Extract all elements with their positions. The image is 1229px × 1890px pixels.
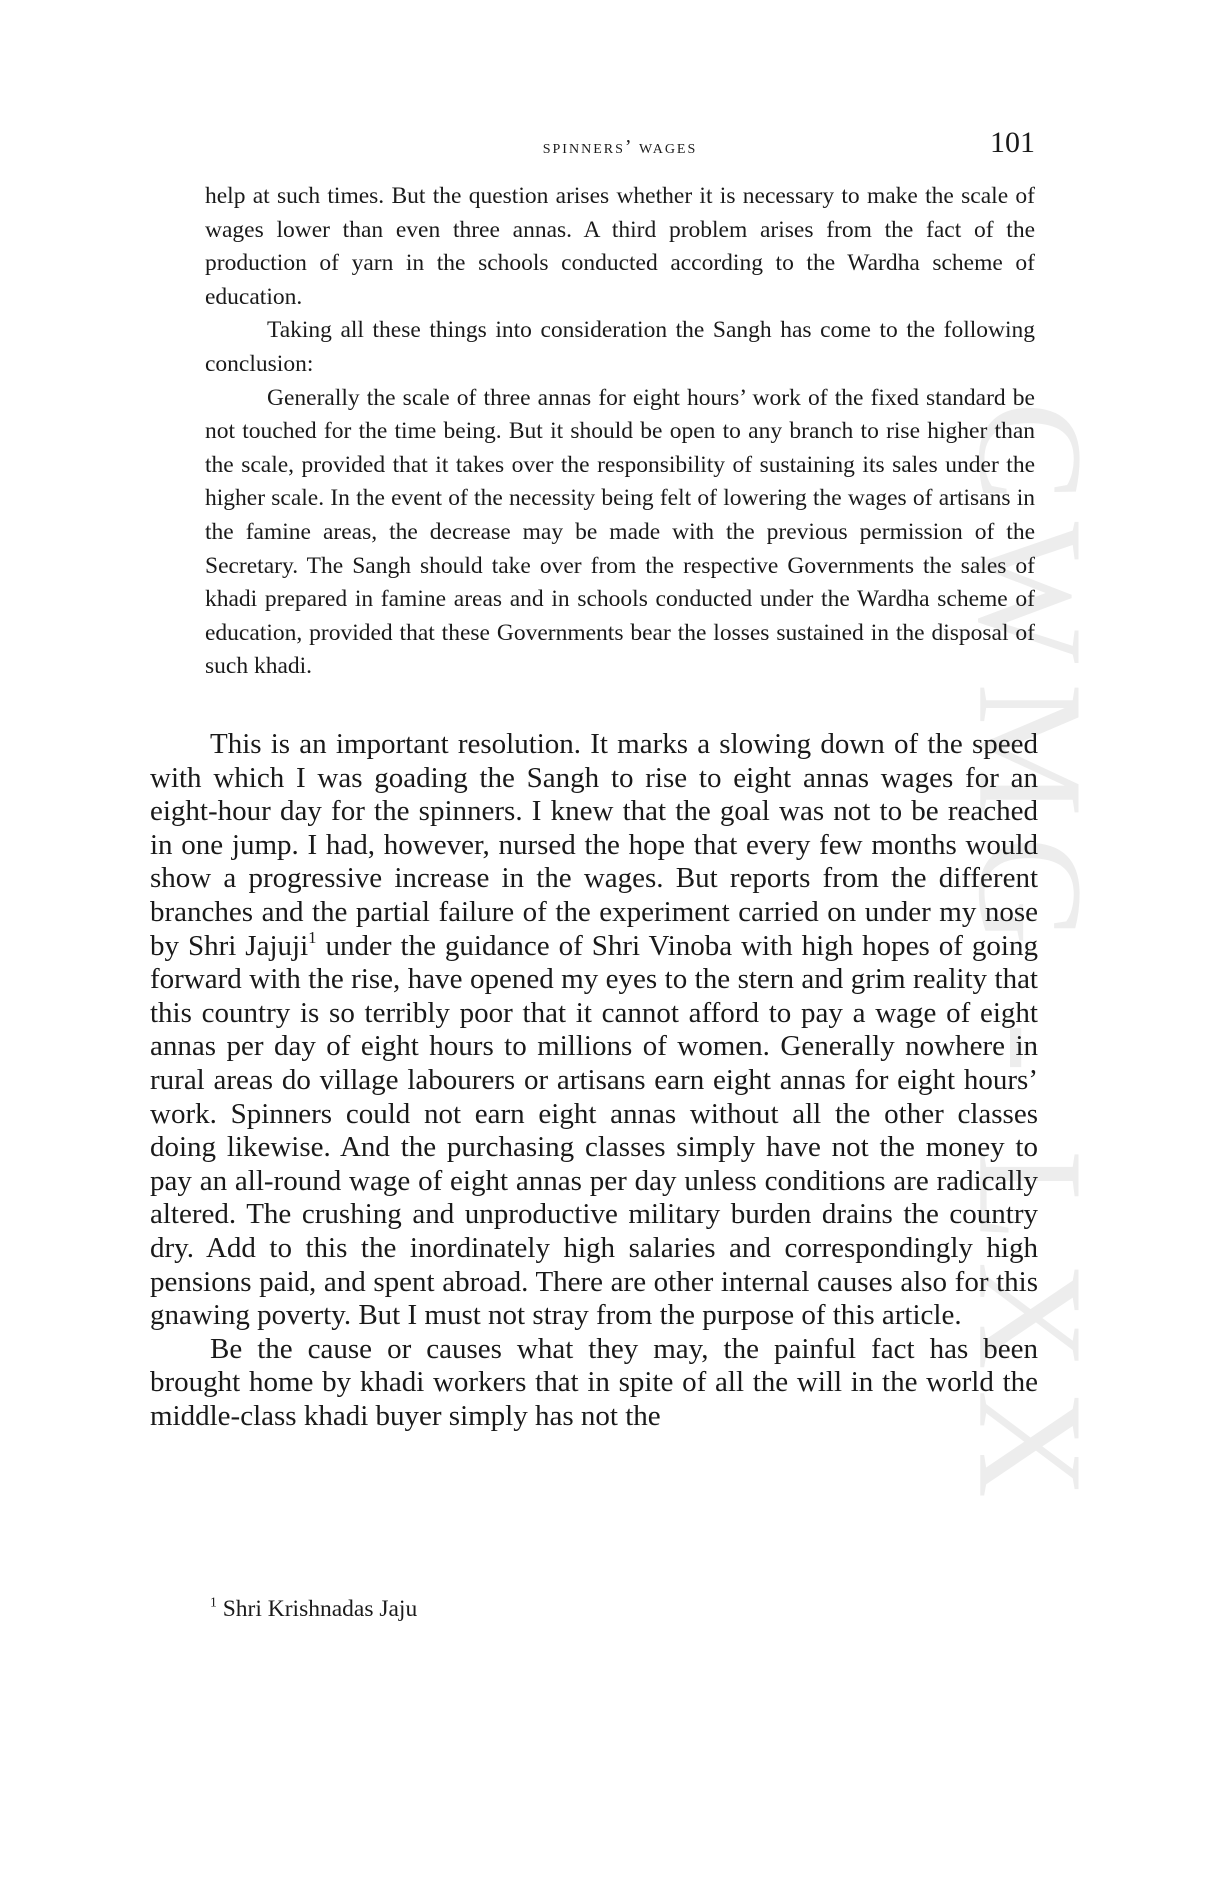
running-title: spinners’ wages bbox=[542, 136, 698, 158]
quoted-passage bbox=[205, 180, 1035, 684]
resolution-text: Generally the scale of three annas for eight hours’ work of the fixed standard be not touched for the time being. But it should be open to any branch to rise higher than the scale, provided that it takes over the responsibility of sustaining its sales under the higher scale. In the event of the necessity being felt of lowering the wages of artisans in the famine areas, the decrease may be made with the previous permission of the Secretary. The Sangh should take over from the respective Governments the sales of khadi prepared in famine areas and in schools conducted under the Wardha scheme of education, provided that these Governments bear the losses sustained in the disposal of such khadi. bbox=[205, 384, 1035, 680]
body-paragraph-1 bbox=[150, 728, 1038, 1333]
running-header bbox=[205, 122, 1035, 172]
footnote-marker: 1 bbox=[210, 1594, 217, 1610]
page-number: 101 bbox=[990, 126, 1035, 159]
quote-paragraph-2: Taking all these things into consideration the Sangh has come to the following conclusion: bbox=[205, 317, 1035, 377]
footnote bbox=[210, 1594, 910, 1624]
body-paragraph-2: Be the cause or causes what they may, the painful fact has been brought home by khadi workers that in spite of all the will in the world the middle-class khadi buyer simply has not the bbox=[150, 1332, 1038, 1432]
quote-paragraph-1: help at such times. But the question arises whether it is necessary to make the scale of wages lower than even three annas. A third problem arises from the fact of the production of yarn in the schools conducted according to the Wardha scheme of education. bbox=[205, 183, 1035, 310]
footnote-text: Shri Krishnadas Jaju bbox=[216, 1596, 418, 1622]
footnote-reference: 1 bbox=[308, 927, 317, 947]
article-body bbox=[150, 728, 1038, 1433]
body-paragraph-1-start: This is an important resolution. It marks a slowing down of the speed with which I was goading the Sangh to rise to eight annas wages for an eight-hour day for the spinners. I knew that the goal was not to be reached in one jump. I had, however, nursed the hope that every few months would show a progressive increase in the wages. But reports from the different branches and the partial failure of the experiment carried on under my nose by Shri Jajuji bbox=[150, 728, 1038, 962]
body-paragraph-1-end: under the guidance of Shri Vinoba with high hopes of going forward with the rise, have opened my eyes to the stern and grim reality that this country is so terribly poor that it cannot afford to pay a wage of eight annas per day of eight hours to millions of women. Generally nowhere in rural areas do village labourers or artisans earn eight annas for eight hours’ work. Spinners could not earn eight annas without all the other classes doing likewise. And the purchasing classes simply have not the money to pay an all-round wage of eight annas per day unless conditions are radically altered. The crushing and unproductive military burden drains the country dry. Add to this the inordinately high salaries and correspondingly high pensions paid, and spent abroad. There are other internal causes also for this gnawing poverty. But I must not stray from the purpose of this article. bbox=[150, 929, 1038, 1332]
watermark-text: CWMG - LXX bbox=[947, 401, 1113, 1519]
